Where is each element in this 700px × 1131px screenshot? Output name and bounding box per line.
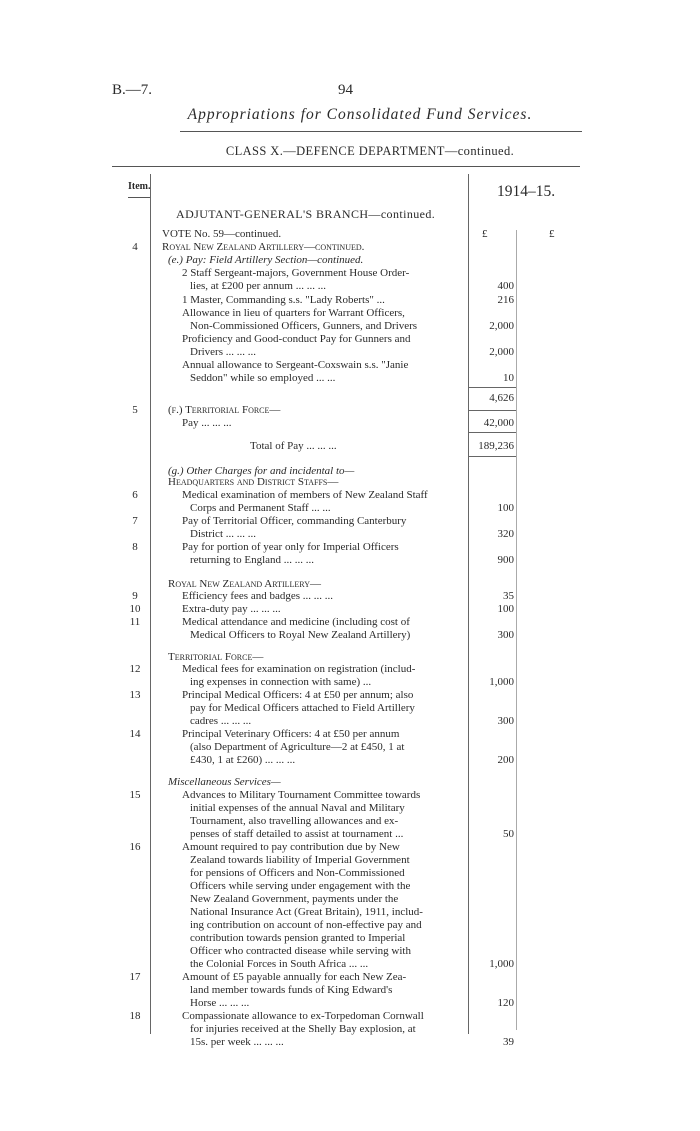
row-description: lies, at £200 per annum ... ... ... — [190, 280, 326, 292]
row-description: Horse ... ... ... — [190, 997, 250, 1009]
table-row — [0, 867, 700, 880]
row-amount: 100 — [497, 502, 514, 514]
row-description: Amount required to pay contribution due by New — [182, 841, 400, 853]
row-description: 2 Staff Sergeant-majors, Government House Order- — [182, 267, 410, 279]
row-description: Royal New Zealand Artillery— — [168, 578, 321, 590]
branch-title: ADJUTANT-GENERAL'S BRANCH—continued. — [176, 207, 436, 221]
row-description: (g.) Other Charges for and incidental to— — [168, 465, 355, 477]
table-row — [0, 741, 700, 754]
row-amount: 1,000 — [489, 958, 514, 970]
table-row — [0, 254, 700, 267]
table-row — [0, 663, 700, 676]
row-description: contribution towards pension granted to Imperial — [190, 932, 406, 944]
table-row — [0, 346, 700, 359]
row-description: initial expenses of the annual Naval and Military — [190, 802, 405, 814]
item-number: 11 — [129, 616, 141, 628]
table-row — [0, 919, 700, 932]
table-row — [0, 841, 700, 854]
row-description: Medical examination of members of New Zealand Staff — [182, 489, 428, 501]
row-description: Miscellaneous Services— — [168, 776, 281, 788]
row-description: Advances to Military Tournament Committee towards — [182, 789, 421, 801]
row-amount: 320 — [497, 528, 514, 540]
row-amount: 4,626 — [489, 392, 514, 404]
row-description: Headquarters and District Staffs— — [168, 476, 339, 488]
table-row — [0, 1023, 700, 1036]
table-row — [0, 616, 700, 629]
row-description: the Colonial Forces in South Africa ... ... — [190, 958, 369, 970]
currency-symbol: £ — [482, 228, 488, 240]
row-amount: 100 — [497, 603, 514, 615]
item-number: 8 — [132, 541, 138, 553]
table-row — [0, 294, 700, 307]
table-row — [0, 404, 700, 417]
row-description: for pensions of Officers and Non-Commissioned — [190, 867, 405, 879]
row-description: ing expenses in connection with same) ... — [190, 676, 372, 688]
row-description: (f.) Territorial Force— — [168, 404, 281, 416]
row-description: for injuries received at the Shelly Bay explosion, at — [190, 1023, 416, 1035]
row-description: land member towards funds of King Edward's — [190, 984, 393, 996]
table-row — [0, 715, 700, 728]
item-number: 14 — [129, 728, 141, 740]
row-description: Annual allowance to Sergeant-Coxswain s.s. "Janie — [182, 359, 409, 371]
total-rule — [468, 456, 516, 457]
table-row — [0, 997, 700, 1010]
table-row — [0, 906, 700, 919]
row-description: Medical attendance and medicine (including cost of — [182, 616, 410, 628]
row-description: returning to England ... ... ... — [190, 554, 315, 566]
item-number: 16 — [129, 841, 141, 853]
row-amount: 300 — [497, 629, 514, 641]
table-row — [0, 228, 700, 241]
row-description: Efficiency fees and badges ... ... ... — [182, 590, 333, 602]
year-column-header: 1914–15. — [497, 183, 556, 200]
table-row — [0, 372, 700, 385]
table-row — [0, 728, 700, 741]
row-description: Amount of £5 payable annually for each New Zea- — [182, 971, 407, 983]
row-amount: 900 — [497, 554, 514, 566]
row-amount: 35 — [503, 590, 514, 602]
row-description: Officer who contracted disease while serving with — [190, 945, 411, 957]
subtotal-rule — [468, 410, 516, 411]
row-amount: 42,000 — [483, 417, 514, 429]
class-title: CLASS X.—DEFENCE DEPARTMENT—continued. — [225, 144, 515, 158]
row-description: (e.) Pay: Field Artillery Section—continued. — [168, 254, 364, 266]
row-description: 15s. per week ... ... ... — [190, 1036, 284, 1048]
table-row — [0, 515, 700, 528]
row-description: New Zealand Government, payments under the — [190, 893, 399, 905]
document-reference: B.—7. — [112, 82, 153, 98]
table-row — [0, 802, 700, 815]
row-description: pay for Medical Officers attached to Field Artillery — [190, 702, 415, 714]
row-description: VOTE No. 59—continued. — [162, 228, 282, 240]
row-amount: 2,000 — [489, 346, 514, 358]
item-number: 7 — [132, 515, 138, 527]
item-number: 9 — [132, 590, 138, 602]
row-description: Principal Medical Officers: 4 at £50 per annum; also — [182, 689, 414, 701]
row-description: cadres ... ... ... — [190, 715, 252, 727]
row-description: Non-Commissioned Officers, Gunners, and Drivers — [190, 320, 418, 332]
table-row — [0, 984, 700, 997]
table-row — [0, 828, 700, 841]
row-amount: 1,000 — [489, 676, 514, 688]
item-number: 6 — [132, 489, 138, 501]
row-description: Proficiency and Good-conduct Pay for Gunners and — [182, 333, 411, 345]
row-description: Territorial Force— — [168, 651, 264, 663]
table-row — [0, 815, 700, 828]
title-rule — [180, 131, 582, 132]
item-number: 15 — [129, 789, 141, 801]
item-number: 4 — [132, 241, 138, 253]
item-number: 18 — [129, 1010, 141, 1022]
table-row — [0, 676, 700, 689]
table-row — [0, 528, 700, 541]
row-description: Officers while serving under engagement with the — [190, 880, 411, 892]
row-description: Total of Pay ... ... ... — [250, 440, 337, 452]
table-row — [0, 320, 700, 333]
row-description: Corps and Permanent Staff ... ... — [190, 502, 331, 514]
table-row — [0, 307, 700, 320]
table-row — [0, 945, 700, 958]
item-number: 10 — [129, 603, 141, 615]
table-row — [0, 476, 700, 489]
item-number: 17 — [129, 971, 141, 983]
table-row — [0, 590, 700, 603]
row-description: £430, 1 at £260) ... ... ... — [190, 754, 296, 766]
row-amount: 216 — [497, 294, 514, 306]
row-amount: 50 — [503, 828, 514, 840]
row-amount: 189,236 — [478, 440, 514, 452]
row-amount: 39 — [503, 1036, 514, 1048]
table-row — [0, 754, 700, 767]
item-column-header: Item. — [128, 181, 151, 192]
item-number: 13 — [129, 689, 141, 701]
row-amount: 10 — [503, 372, 514, 384]
row-amount: 120 — [497, 997, 514, 1009]
table-row — [0, 241, 700, 254]
table-row — [0, 489, 700, 502]
row-description: 1 Master, Commanding s.s. "Lady Roberts" ... — [182, 294, 385, 306]
table-row — [0, 359, 700, 372]
item-number: 5 — [132, 404, 138, 416]
table-row — [0, 689, 700, 702]
table-row — [0, 554, 700, 567]
row-description: Medical fees for examination on registration (includ- — [182, 663, 416, 675]
row-description: Allowance in lieu of quarters for Warrant Officers, — [182, 307, 405, 319]
table-row — [0, 541, 700, 554]
row-description: (also Department of Agriculture—2 at £450, 1 at — [190, 741, 405, 753]
row-description: Compassionate allowance to ex-Torpedoman Cornwall — [182, 1010, 424, 1022]
table-row — [0, 603, 700, 616]
row-amount: 200 — [497, 754, 514, 766]
subtotal-rule — [468, 432, 516, 433]
row-amount: 2,000 — [489, 320, 514, 332]
row-description: Medical Officers to Royal New Zealand Artillery) — [190, 629, 411, 641]
row-description: Drivers ... ... ... — [190, 346, 256, 358]
row-description: ing contribution on account of non-effective pay and — [190, 919, 422, 931]
page-title: Appropriations for Consolidated Fund Services. — [187, 106, 533, 123]
page-number: 94 — [338, 82, 353, 98]
row-description: Pay ... ... ... — [182, 417, 232, 429]
table-row — [0, 440, 700, 453]
table-row — [0, 280, 700, 293]
item-number: 12 — [129, 663, 141, 675]
table-row — [0, 880, 700, 893]
table-row — [0, 971, 700, 984]
row-amount: 400 — [497, 280, 514, 292]
row-description: Principal Veterinary Officers: 4 at £50 per annum — [182, 728, 400, 740]
header-rule — [112, 166, 580, 167]
table-row — [0, 267, 700, 280]
row-description: Extra-duty pay ... ... ... — [182, 603, 281, 615]
row-description: penses of staff detailed to assist at tournament ... — [190, 828, 404, 840]
table-row — [0, 502, 700, 515]
table-row — [0, 702, 700, 715]
row-description: Royal New Zealand Artillery—continued. — [162, 241, 365, 253]
row-description: Zealand towards liability of Imperial Government — [190, 854, 410, 866]
table-row — [0, 776, 700, 789]
row-description: Pay of Territorial Officer, commanding Canterbury — [182, 515, 407, 527]
item-header-underline — [128, 197, 150, 198]
row-description: District ... ... ... — [190, 528, 256, 540]
table-row — [0, 417, 700, 430]
row-description: Pay for portion of year only for Imperial Officers — [182, 541, 399, 553]
currency-symbol: £ — [549, 228, 555, 240]
row-description: Seddon" while so employed ... ... — [190, 372, 336, 384]
table-row — [0, 893, 700, 906]
row-amount: 300 — [497, 715, 514, 727]
subtotal-rule — [468, 387, 516, 388]
table-row — [0, 629, 700, 642]
table-row — [0, 932, 700, 945]
row-description: Tournament, also travelling allowances and ex- — [190, 815, 399, 827]
table-row — [0, 854, 700, 867]
table-row — [0, 1010, 700, 1023]
row-description: National Insurance Act (Great Britain), 1911, includ- — [190, 906, 423, 918]
table-row — [0, 1036, 700, 1049]
table-row — [0, 958, 700, 971]
table-row — [0, 789, 700, 802]
table-row — [0, 333, 700, 346]
